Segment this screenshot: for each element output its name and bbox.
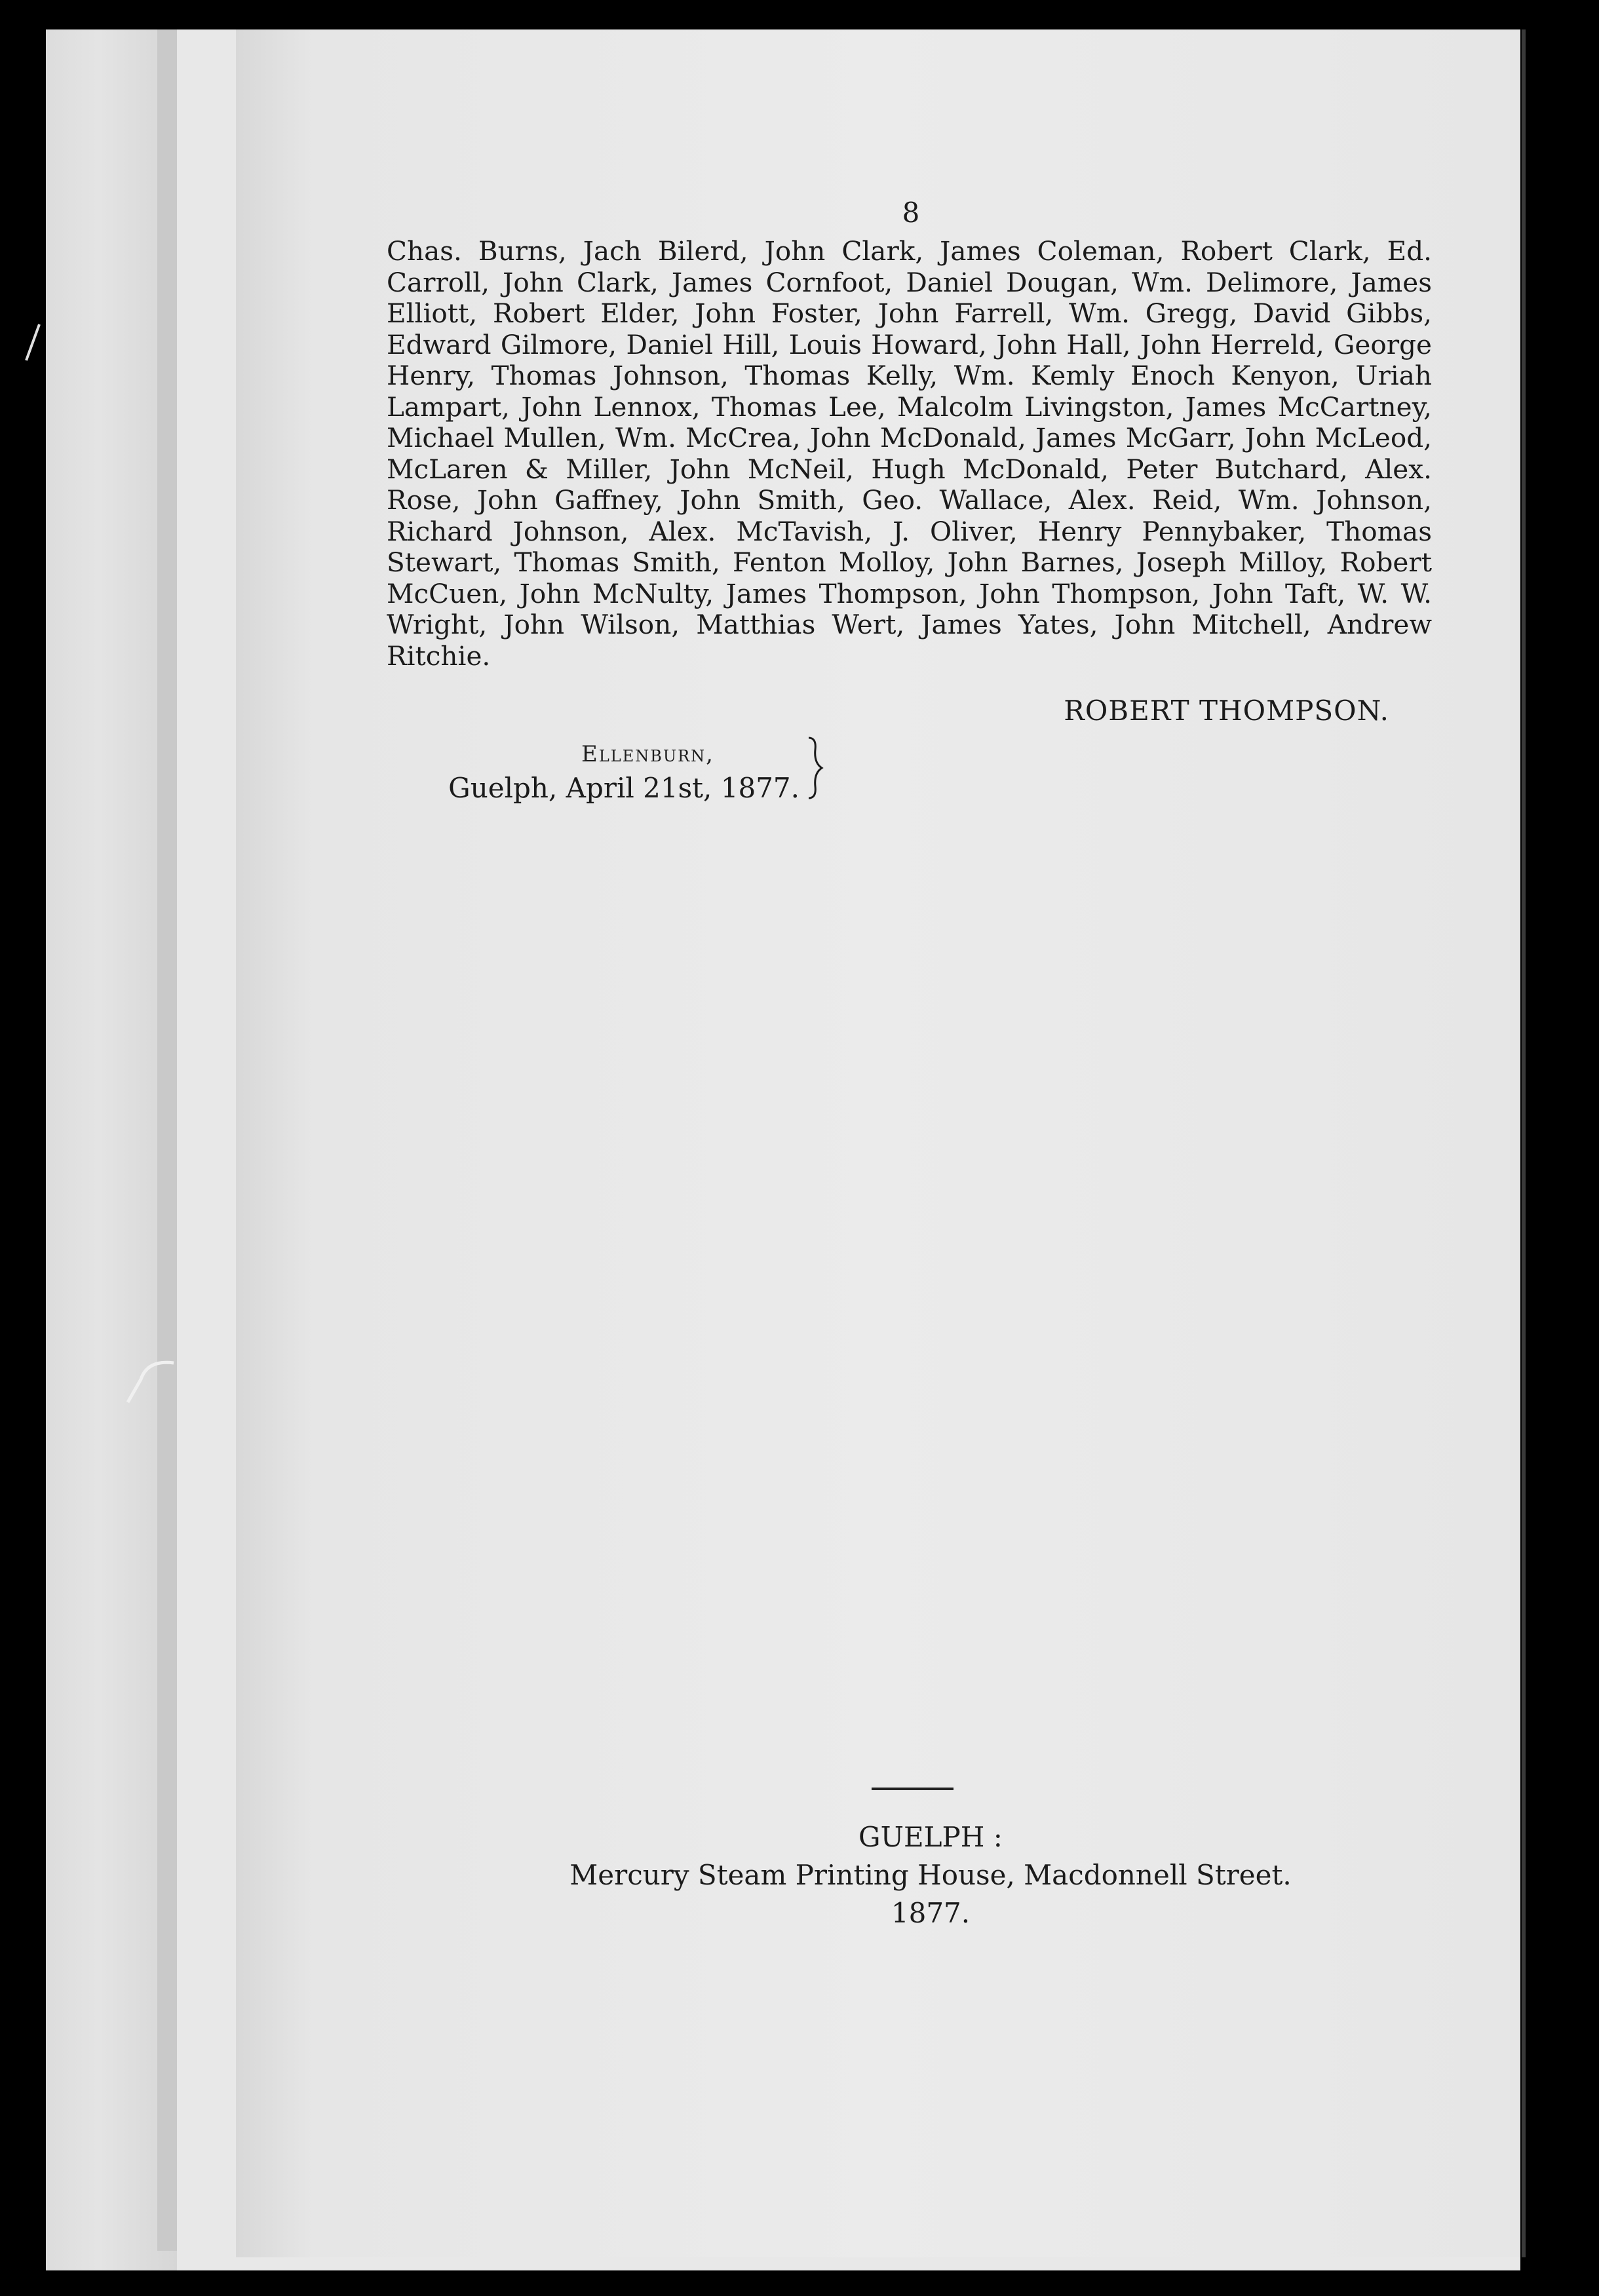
imprint-year: 1877. <box>891 1897 971 1929</box>
page-number: 8 <box>902 197 920 229</box>
place-date-block <box>367 737 800 805</box>
signature: ROBERT THOMPSON. <box>1064 695 1389 727</box>
imprint-city: GUELPH : <box>858 1821 1003 1853</box>
names-paragraph: Chas. Burns, Jach Bilerd, John Clark, James Coleman, Robert Clark, Ed. Carroll, John Clark, James Cornfoot, Daniel Dougan, Wm. Delimore, James Elliott, Robert Elder, John Foster, John Farrell, Wm. Gregg, David Gibbs, Edward Gilmore, Daniel Hill, Louis Howard, John Hall, John Herreld, George Henry, Thomas Johnson, Thomas Kelly, Wm. Kemly Enoch Kenyon, Uriah Lampart, John Lennox, Thomas Lee, Malcolm Livingston, James McCartney, Michael Mullen, Wm. McCrea, John McDonald, James McGarr, John McLeod, McLaren & Miller, John McNeil, Hugh McDonald, Peter Butchard, Alex. Rose, John Gaffney, John Smith, Geo. Wallace, Alex. Reid, Wm. Johnson, Richard Johnson, Alex. McTavish, J. Oliver, Henry Pennybaker, Thomas Stewart, Thomas Smith, Fenton Molloy, John Barnes, Joseph Milloy, Robert McCuen, John McNulty, James Thompson, John Thompson, John Taft, W. W. Wright, John Wilson, Matthias Wert, James Yates, John Mitchell, Andrew Ritchie. <box>387 235 1432 672</box>
place-name: Ellenburn, <box>581 741 714 767</box>
divider-rule <box>872 1788 954 1790</box>
binding-strip <box>157 29 177 2251</box>
scan-right-border <box>1520 29 1599 2296</box>
scan-mark-icon <box>20 321 46 367</box>
scan-mark-icon <box>121 1356 180 1409</box>
right-brace-icon <box>805 735 824 801</box>
page-right-edge <box>1522 29 1526 2257</box>
imprint-block <box>472 1818 1389 1932</box>
date-line: Guelph, April 21st, 1877. <box>448 772 800 804</box>
imprint-printer: Mercury Steam Printing House, Macdonnell Street. <box>569 1859 1292 1891</box>
